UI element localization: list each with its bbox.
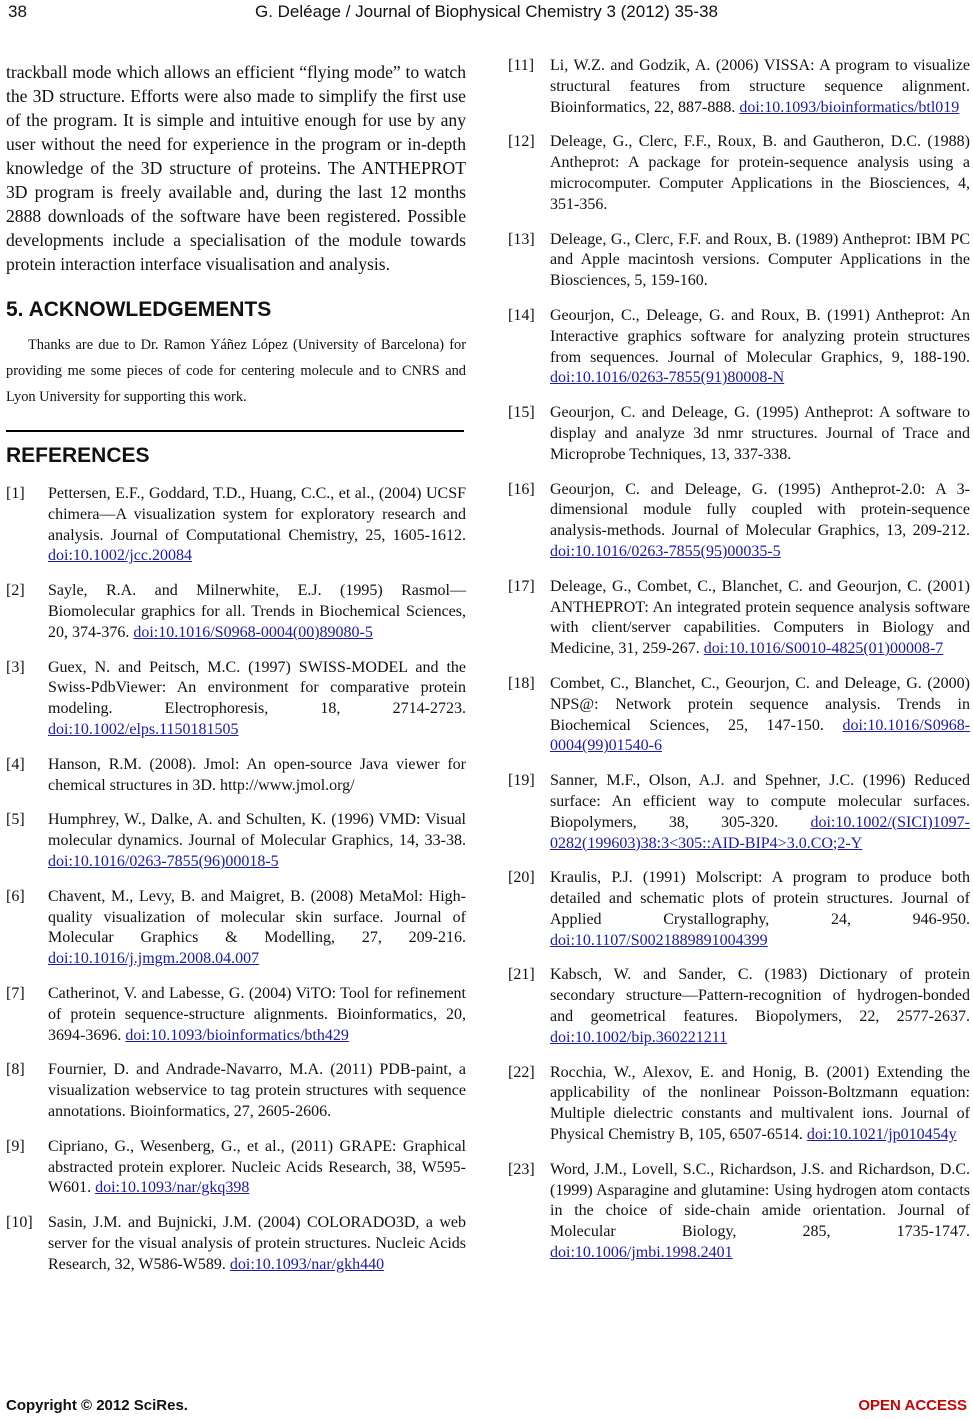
section-divider [6, 430, 464, 432]
doi-link[interactable]: doi:10.1016/j.jmgm.2008.04.007 [48, 950, 260, 968]
doi-link[interactable]: doi:10.1093/bioinformatics/bth429 [125, 1026, 349, 1044]
doi-link[interactable]: doi:10.1002/jcc.20084 [48, 547, 192, 565]
page-header [0, 2, 973, 28]
references-heading: REFERENCES [6, 444, 150, 467]
copyright-notice: Copyright © 2012 SciRes. [6, 1397, 188, 1414]
doi-link[interactable]: doi:10.1002/(SICI)1097-0282(199603)38:3<305::AID-BIP4>3.0.CO;2-Y [550, 813, 970, 852]
doi-link[interactable]: doi:10.1093/nar/gkh440 [229, 1255, 385, 1273]
reference-item: [20] Kraulis, P.J. (1991) Molscript: A program to produce both detailed and schematic plots of protein structures. Journal of Applied Crystallography, 24, 946-950. doi:10.1107/S0021889891004399 [508, 869, 970, 949]
doi-link[interactable]: doi:10.1016/0263-7855(96)00018-5 [48, 852, 279, 870]
reference-item: [16] Geourjon, C. and Deleage, G. (1995) Antheprot-2.0: A 3-dimensional module fully coupled with protein-sequence analysis-methods. Journal of Molecular Graphics, 13, 209-212. doi:10.1016/0263-7855(95)00035-5 [508, 480, 970, 560]
doi-link[interactable]: doi:10.1016/S0968-0004(00)89080-5 [133, 623, 373, 641]
reference-item: [10] Sasin, J.M. and Bujnicki, J.M. (2004) COLORADO3D, a web server for the visual analysis of protein structures. Nucleic Acids Research, 32, W586-W589. doi:10.1093/nar/gkh440 [6, 1214, 466, 1273]
reference-item: [2] Sayle, R.A. and Milnerwhite, E.J. (1995) Rasmol—Biomolecular graphics for all. Trends in Biochemical Sciences, 20, 374-376. doi:10.1016/S0968-0004(00)89080-5 [6, 582, 466, 641]
reference-item: [14] Geourjon, C., Deleage, G. and Roux, B. (1991) Antheprot: An Interactive graphics software for analyzing protein structures from sequences. Journal of Molecular Graphics, 9, 188-190. doi:10.1016/0263-7855(91)80008-N [508, 306, 970, 387]
doi-link[interactable]: doi:10.1016/S0968-0004(99)01540-6 [550, 716, 971, 755]
reference-item: [8] Fournier, D. and Andrade-Navarro, M.A. (2011) PDB-paint, a visualization webservice to tag protein structures with sequence annotations. Bioinformatics, 27, 2605-2606. [6, 1061, 466, 1120]
doi-link[interactable]: doi:10.1006/jmbi.1998.2401 [550, 1244, 733, 1262]
reference-item: [1] Pettersen, E.F., Goddard, T.D., Huang, C.C., et al., (2004) UCSF chimera—A visualization system for exploratory research and analysis. Journal of Computational Chemistry, 25, 1605-1612. doi:10.1002/jcc.20084 [6, 485, 466, 565]
reference-list-left [6, 484, 466, 1276]
reference-item: [22] Rocchia, W., Alexov, E. and Honig, B. (2001) Extending the applicability of the nonlinear Poisson-Boltzmann equation: Multiple dielectric constants and multivalent ions. Journal of Physical Chemistry B, 105, 6507-6514. doi:10.1021/jp010454y [508, 1063, 970, 1144]
page-number: 38 [8, 2, 27, 21]
reference-item: [23] Word, J.M., Lovell, S.C., Richardson, J.S. and Richardson, D.C. (1999) Asparagine and glutamine: Using hydrogen atom contacts in the choice of side-chain amide orientation. Journal of Molecular Biology, 285, 1735-1747. doi:10.1006/jmbi.1998.2401 [508, 1160, 970, 1262]
reference-item: [3] Guex, N. and Peitsch, M.C. (1997) SWISS-MODEL and the Swiss-PdbViewer: An environment for comparative protein modeling. Electrophoresis, 18, 2714-2723. doi:10.1002/elps.1150181505 [6, 658, 466, 738]
running-head: G. Deléage / Journal of Biophysical Chemistry 3 (2012) 35-38 [254, 2, 718, 21]
reference-item: [13] Deleage, G., Clerc, F.F. and Roux, B. (1989) Antheprot: IBM PC and Apple macintosh versions. Computer Applications in the Biosciences, 5, 159-160. [508, 230, 970, 290]
left-column [6, 60, 466, 1290]
reference-item: [12] Deleage, G., Clerc, F.F., Roux, B. and Gautheron, D.C. (1988) Antheprot: A package for protein-sequence analysis using a microcomputer. Computer Applications in the Biosciences, 4, 351-356. [508, 133, 970, 213]
reference-item: [18] Combet, C., Blanchet, C., Geourjon, C. and Deleage, G. (2000) NPS@: Network protein sequence analysis. Trends in Biochemical Sciences, 25, 147-150. doi:10.1016/S0968-0004(99)01540-6 [508, 674, 971, 755]
open-access-label: OPEN ACCESS [858, 1397, 967, 1414]
doi-link[interactable]: doi:10.1093/nar/gkq398 [95, 1179, 250, 1197]
right-column [508, 56, 970, 1278]
intro-paragraph: trackball mode which allows an efficient “flying mode” to watch the 3D structure. Efforts were also made to simplify the first use of the program. It is simple and intuitive enough for use by any user without the need for experience in the program or in-depth knowledge of the 3D structure of proteins. The ANTHEPROT 3D program is freely available and, during the last 12 months 2888 downloads of the software have been registered. Possible developments include a specialisation of the module towards protein interaction interface visualisation and analysis. [6, 62, 466, 274]
doi-link[interactable]: doi:10.1107/S0021889891004399 [550, 931, 768, 949]
doi-link[interactable]: doi:10.1002/bip.360221211 [550, 1028, 728, 1046]
reference-item: [4] Hanson, R.M. (2008). Jmol: An open-source Java viewer for chemical structures in 3D. http://www.jmol.org/ [6, 755, 466, 794]
reference-item: [17] Deleage, G., Combet, C., Blanchet, C. and Geourjon, C. (2001) ANTHEPROT: An integrated protein sequence analysis software with client/server capabilities. Computers in Biology and Medicine, 31, 259-267. doi:10.1016/S0010-4825(01)00008-7 [508, 577, 970, 658]
acknowledgements-heading: 5. ACKNOWLEDGEMENTS [6, 298, 272, 321]
reference-item: [6] Chavent, M., Levy, B. and Maigret, B. (2008) MetaMol: High-quality visualization of molecular skin surface. Journal of Molecular Graphics & Modelling, 27, 209-216. doi:10.1016/j.jmgm.2008.04.007 [6, 887, 466, 968]
doi-link[interactable]: doi:10.1016/0263-7855(95)00035-5 [550, 542, 781, 560]
reference-list-right [508, 56, 970, 1264]
doi-link[interactable]: doi:10.1016/0263-7855(91)80008-N [550, 369, 785, 387]
doi-link[interactable]: doi:10.1021/jp010454y [806, 1126, 957, 1144]
reference-item: [7] Catherinot, V. and Labesse, G. (2004) ViTO: Tool for refinement of protein sequence-structure alignments. Bioinformatics, 20, 3694-3696. doi:10.1093/bioinformatics/bth429 [6, 984, 466, 1044]
doi-link[interactable]: doi:10.1016/S0010-4825(01)00008-7 [703, 640, 944, 658]
doi-link[interactable]: doi:10.1002/elps.1150181505 [48, 720, 239, 738]
reference-item: [9] Cipriano, G., Wesenberg, G., et al., (2011) GRAPE: Graphical abstracted protein explorer. Nucleic Acids Research, 38, W595-W601. doi:10.1093/nar/gkq398 [6, 1137, 466, 1197]
reference-item: [21] Kabsch, W. and Sander, C. (1983) Dictionary of protein secondary structure—Pattern-recognition of hydrogen-bonded and geometrical features. Biopolymers, 22, 2577-2637. doi:10.1002/bip.360221211 [508, 966, 970, 1046]
acknowledgements-text: Thanks are due to Dr. Ramon Yáñez López (University of Barcelona) for providing me some pieces of code for centering molecule and to CNRS and Lyon University for supporting this work. [6, 337, 466, 405]
reference-item: [19] Sanner, M.F., Olson, A.J. and Spehner, J.C. (1996) Reduced surface: An efficient way to compute molecular surfaces. Biopolymers, 38, 305-320. doi:10.1002/(SICI)1097-0282(199603)38:3<305::AID-BIP4>3.0.CO;2-Y [508, 772, 970, 852]
doi-link[interactable]: doi:10.1093/bioinformatics/btl019 [739, 98, 960, 116]
reference-item: [11] Li, W.Z. and Godzik, A. (2006) VISSA: A program to visualize structural features from structure sequence alignment. Bioinformatics, 22, 887-888. doi:10.1093/bioinformatics/btl019 [508, 57, 970, 116]
reference-item: [15] Geourjon, C. and Deleage, G. (1995) Antheprot: A software to display and analyze 3d nmr structures. Journal of Trace and Microprobe Techniques, 13, 337-338. [508, 404, 970, 463]
reference-item: [5] Humphrey, W., Dalke, A. and Schulten, K. (1996) VMD: Visual molecular dynamics. Journal of Molecular Graphics, 14, 33-38. doi:10.1016/0263-7855(96)00018-5 [6, 811, 466, 870]
